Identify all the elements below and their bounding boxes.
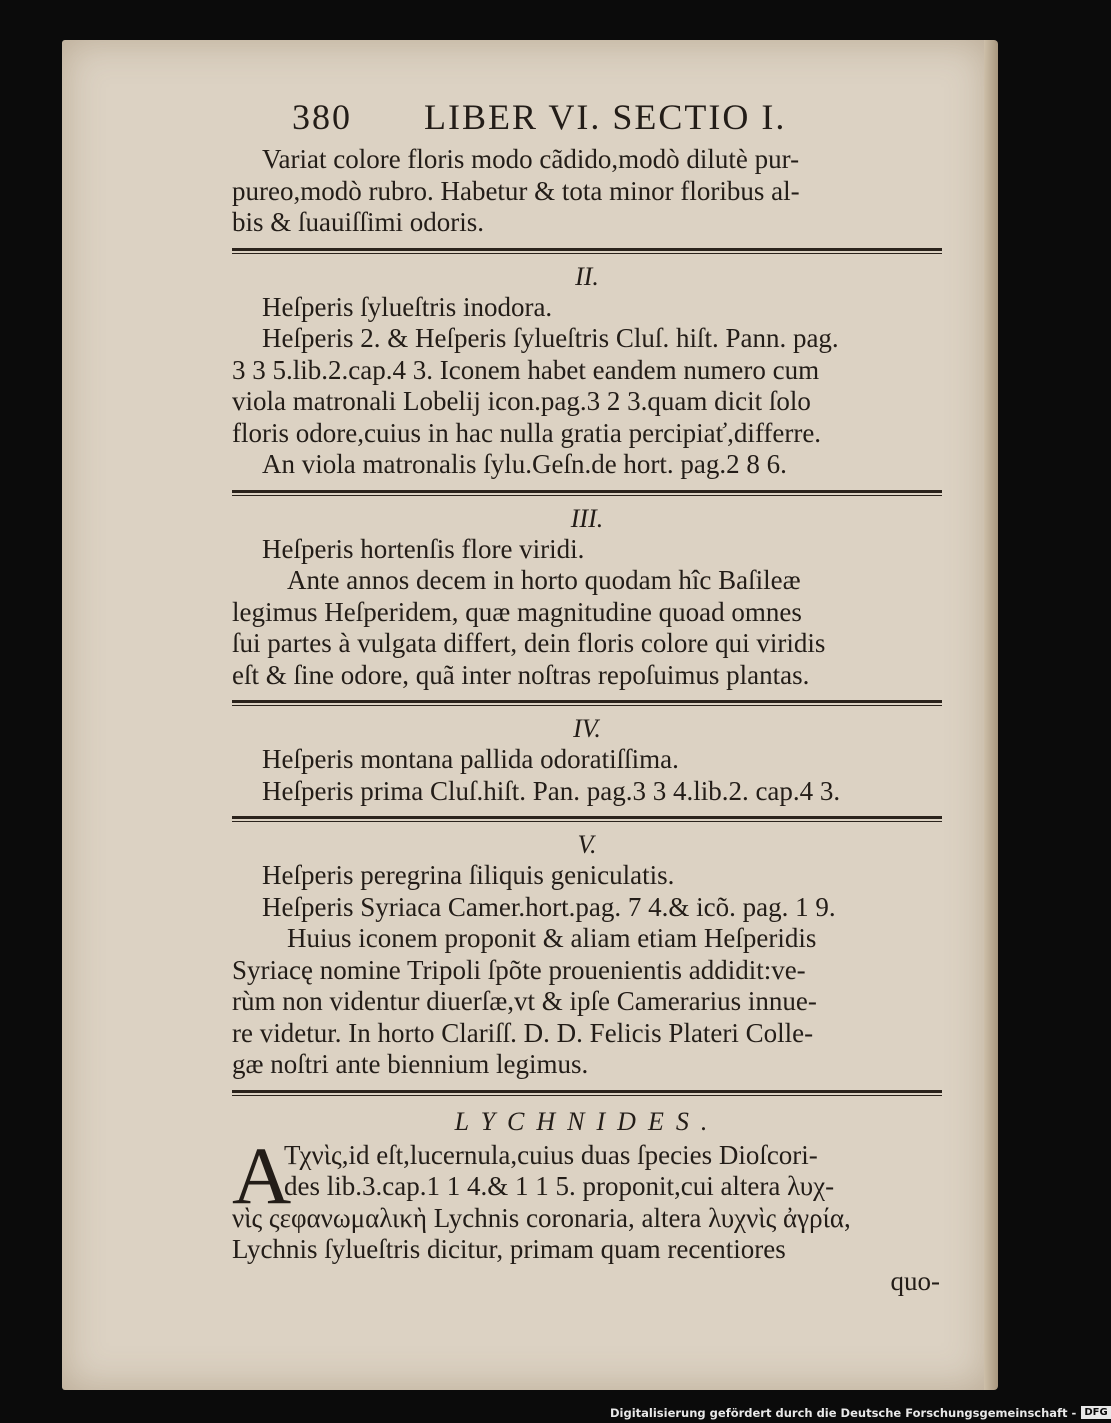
text-line: re videtur. In horto Clariſſ. D. D. Felicis Plateri Colle- [232,1017,814,1048]
text-line: Variat colore floris modo cãdido,modò dilutè pur- [262,144,800,174]
section-rule [232,248,942,254]
text-line: floris odore,cuius in hac nulla gratia percipiať,differre. [232,417,822,448]
section-iv [232,714,942,807]
section-numeral: II. [575,261,599,291]
section-rule [232,700,942,706]
text-line: rùm non videntur diuerſæ,vt & ipſe Camerarius innue- [232,986,817,1016]
text-line: legimus Heſperidem, quæ magnitudine quoad omnes [232,596,802,627]
text-line: νὶς ςεφανωμαλικὴ Lychnis coronaria, altera λυχνὶς ἀγρία, [232,1202,851,1233]
catchword: quo- [890,1265,940,1296]
intro-paragraph [232,144,942,239]
text-line: Syriacę nomine Tripoli ſpõte prouenientis addidit:ve- [232,954,806,985]
drop-cap: A [232,1129,292,1221]
text-line: bis & ſuauiſſimi odoris. [232,207,485,237]
text-line: Heſperis 2. & Heſperis ſylueſtris Cluſ. hiſt. Pann. pag. [262,323,839,353]
text-line: des lib.3.cap.1 1 4.& 1 1 5. proponit,cui altera λυχ- [284,1171,835,1201]
dfg-logo: DFG [1081,1406,1110,1419]
text-line: Lychnis ſylueſtris dicitur, primam quam recentiores [232,1234,786,1264]
running-header [232,97,942,144]
text-line: Ante annos decem in horto quodam hîc Baſileæ [287,565,801,595]
section-numeral: III. [570,503,604,533]
section-rule [232,1090,942,1096]
page-number: 380 [292,97,352,137]
section-ii [232,262,942,481]
section-numeral: IV. [573,714,601,743]
text-line: Heſperis montana pallida odoratiſſima. [262,744,679,774]
text-line: Huius iconem proponit & aliam etiam Heſperidis [287,923,817,953]
digitization-footer [610,1402,1108,1423]
text-line: Heſperis Syriaca Camer.hort.pag. 7 4.& icõ. pag. 1 9. [262,891,836,922]
section-v [232,830,942,1081]
text-line: An viola matronalis ſylu.Geſn.de hort. pag.2 8 6. [262,449,787,479]
running-title: LIBER VI. SECTIO I. [424,97,787,137]
text-line: eſt & ſine odore, quã inter noſtras repoſuimus plantas. [232,659,810,690]
text-line: gæ noſtri ante biennium legimus. [232,1049,589,1079]
text-line: Heſperis ſylueſtris inodora. [262,291,553,322]
text-line: Heſperis peregrina ſiliquis geniculatis. [262,860,675,890]
section-rule [232,490,942,496]
text-line: pureo,modò rubro. Habetur & tota minor floribus al- [232,175,800,206]
text-line: Heſperis hortenſis flore viridi. [262,533,585,564]
section-title: LYCHNIDES. [454,1106,720,1136]
text-line: Τχνὶς,id eſt,lucernula,cuius duas ſpecies Dioſcori- [284,1139,818,1170]
text-block [232,97,942,1297]
text-line: viola matronali Lobelij icon.pag.3 2 3.quam dicit ſolo [232,386,811,416]
page-edge [984,40,998,1390]
initial-paragraph [232,1129,942,1298]
text-line: ſui partes à vulgata differt, dein floris colore qui viridis [232,628,826,658]
section-iii [232,504,942,692]
text-line: Heſperis prima Cluſ.hiſt. Pan. pag.3 3 4.lib.2. cap.4 3. [262,775,841,806]
lychnides-section [232,1104,942,1298]
section-numeral: V. [577,830,597,859]
footer-text: Digitalisierung gefördert durch die Deutsche Forschungsgemeinschaft - [610,1405,1077,1420]
text-line: 3 3 5.lib.2.cap.4 3. Iconem habet eandem numero cum [232,354,820,385]
section-rule [232,816,942,822]
